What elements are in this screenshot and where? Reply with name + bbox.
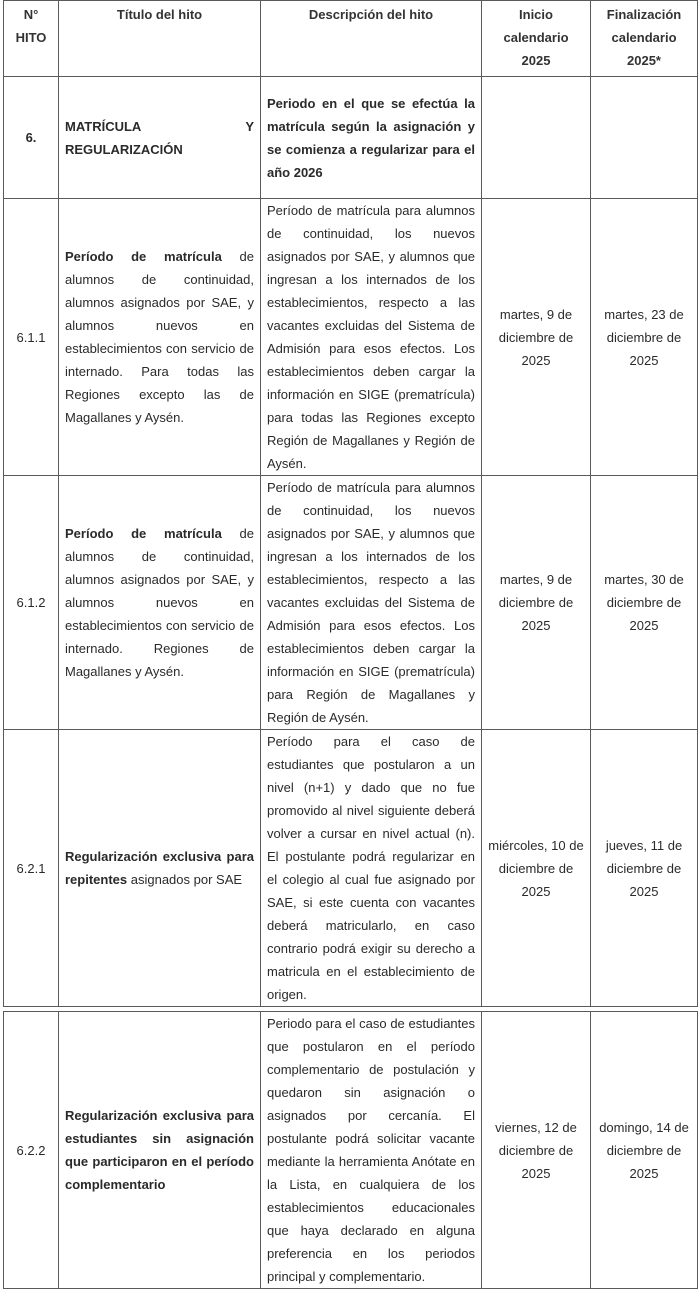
milestone-number: 6.2.1	[4, 730, 59, 1007]
milestone-number: 6.2.2	[4, 1012, 59, 1289]
milestone-number: 6.1.1	[4, 199, 59, 476]
title-rest: de alumnos de continuidad, alumnos asignados por SAE, y alumnos nuevos en establecimientos con servicio de internado. Para todas las Regiones excepto las de Magallanes y Aysén.	[65, 249, 254, 425]
milestone-title	[59, 730, 261, 1007]
milestone-start: martes, 9 de diciembre de 2025	[482, 199, 591, 476]
title-part: Y	[245, 118, 254, 134]
title-line	[65, 115, 254, 138]
milestone-title: Regularización exclusiva para estudiantes sin asignación que participaron en el período complementario	[59, 1012, 261, 1289]
milestone-end	[591, 77, 698, 199]
milestones-table	[3, 0, 698, 1007]
milestone-description: Período para el caso de estudiantes que postularon a un nivel (n+1) y dado que no fue promovido al nivel siguiente deberá volver a cursar en nivel actual (n). El postulante podrá regularizar en el colegio al cual fue asignado por SAE, si este cuenta con vacantes deberá matricularlo, en caso contrario podrá exigir su derecho a matricula en el establecimiento de origen.	[261, 730, 482, 1007]
title-part: MATRÍCULA	[65, 118, 142, 134]
header-end: Finalización calendario 2025*	[591, 1, 698, 77]
table-row	[4, 730, 698, 1007]
header-number-line1: N°	[23, 7, 39, 22]
header-description: Descripción del hito	[261, 1, 482, 77]
milestone-description: Período de matrícula para alumnos de continuidad, los nuevos asignados por SAE, y alumnos que ingresan a los internados de los establecimientos, respecto a las vacantes excluidas del Sistema de Admisión para esos efectos. Los establecimientos deben cargar la información en SIGE (prematrícula) para todas las Regiones excepto Región de Magallanes y Región de Aysén.	[261, 199, 482, 476]
title-bold: Período de matrícula	[65, 249, 222, 264]
milestone-description: Período de matrícula para alumnos de continuidad, los nuevos asignados por SAE, y alumnos que ingresan a los internados de los establecimientos, respecto a las vacantes excluidas del Sistema de Admisión para esos efectos. Los establecimientos deben cargar la información en SIGE (prematrícula) para Región de Magallanes y Región de Aysén.	[261, 476, 482, 730]
title-bold: Regularización exclusiva para repitentes	[65, 849, 254, 887]
milestone-end: martes, 30 de diciembre de 2025	[591, 476, 698, 730]
milestone-start	[482, 77, 591, 199]
table-row	[4, 476, 698, 730]
table-row	[4, 77, 698, 199]
milestone-end: domingo, 14 de diciembre de 2025	[591, 1012, 698, 1289]
milestone-end: martes, 23 de diciembre de 2025	[591, 199, 698, 476]
milestone-description: Periodo en el que se efectúa la matrícula según la asignación y se comienza a regularizar para el año 2026	[261, 77, 482, 199]
header-start: Inicio calendario 2025	[482, 1, 591, 77]
title-rest: asignados por SAE	[127, 872, 243, 887]
milestone-number: 6.	[4, 77, 59, 199]
milestones-table-continued	[3, 1011, 698, 1289]
milestone-start: viernes, 12 de diciembre de 2025	[482, 1012, 591, 1289]
table-row	[4, 1012, 698, 1289]
milestone-title	[59, 77, 261, 199]
header-number-line2: HITO	[15, 30, 47, 45]
title-rest: de alumnos de continuidad, alumnos asignados por SAE, y alumnos nuevos en establecimientos con servicio de internado. Regiones de Magallanes y Aysén.	[65, 526, 254, 679]
milestone-number: 6.1.2	[4, 476, 59, 730]
milestone-description: Periodo para el caso de estudiantes que postularon en el período complementario de postulación y quedaron sin asignación o asignados por cercanía. El postulante podrá solicitar vacante mediante la herramienta Anótate en la Lista, en cualquiera de los establecimientos educacionales que haya declarado en alguna preferencia en los periodos principal y complementario.	[261, 1012, 482, 1289]
title-part: REGULARIZACIÓN	[65, 141, 183, 157]
milestone-end: jueves, 11 de diciembre de 2025	[591, 730, 698, 1007]
milestone-start: martes, 9 de diciembre de 2025	[482, 476, 591, 730]
milestone-title	[59, 199, 261, 476]
milestone-title	[59, 476, 261, 730]
title-bold: Período de matrícula	[65, 526, 222, 541]
milestone-start: miércoles, 10 de diciembre de 2025	[482, 730, 591, 1007]
header-title: Título del hito	[59, 1, 261, 77]
table-header-row	[4, 1, 698, 77]
header-number	[4, 1, 59, 77]
table-row	[4, 199, 698, 476]
